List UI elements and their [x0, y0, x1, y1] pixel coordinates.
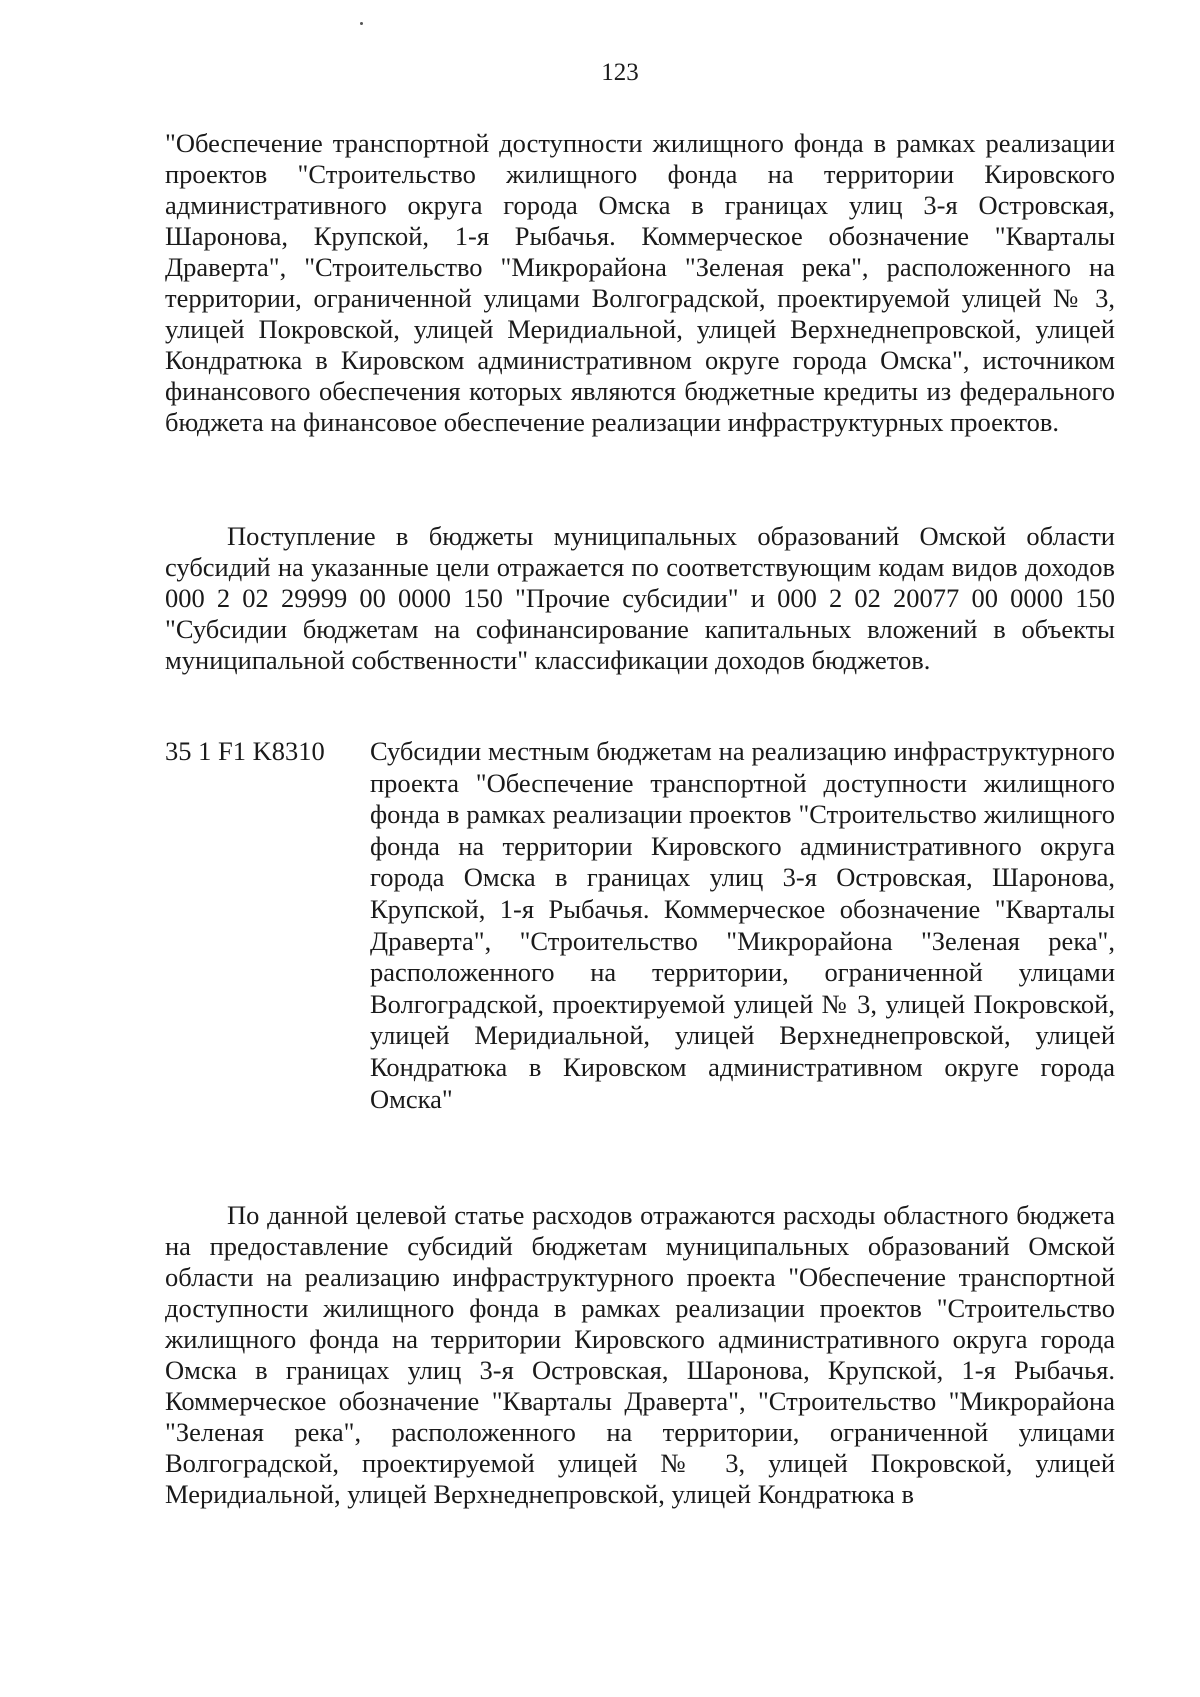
paragraph-expenses: По данной целевой статье расходов отражаются расходы областного бюджета на предоставление субсидий бюджетам муниципальных образований Омской области на реализацию инфраструктурного проекта "Обеспечение транспортной доступности жилищного фонда в рамках реализации проектов "Строительство жилищного фонда на территории Кировского административного округа города Омска в границах улиц 3-я Островская, Шаронова, Крупской, 1-я Рыбачья. Коммерческое обозначение "Кварталы Драверта", "Строительство "Микрорайона "Зеленая река", расположенного на территории, ограниченной улицами Волгоградской, проектируемой улицей № 3, улицей Покровской, улицей Меридиальной, улицей Верхнеднепровской, улицей Кондратюка в [165, 1200, 1115, 1509]
paragraph-continuation: "Обеспечение транспортной доступности жилищного фонда в рамках реализации проектов "Строительство жилищного фонда на территории Кировского административного округа города Омска в границах улиц 3-я Островская, Шаронова, Крупской, 1-я Рыбачья. Коммерческое обозначение "Кварталы Драверта", "Строительство "Микрорайона "Зеленая река", расположенного на территории, ограниченной улицами Волгоградской, проектируемой улицей № 3, улицей Покровской, улицей Меридиальной, улицей Верхнеднепровской, улицей Кондратюка в Кировском административном округе города Омска", источником финансового обеспечения которых являются бюджетные кредиты из федерального бюджета на финансовое обеспечение реализации инфраструктурных проектов. [165, 128, 1115, 437]
page-number: 123 [601, 59, 639, 86]
target-article-description: Субсидии местным бюджетам на реализацию инфраструктурного проекта "Обеспечение транспортной доступности жилищного фонда в рамках реализации проектов "Строительство жилищного фонда на территории Кировского административного округа города Омска в границах улиц 3-я Островская, Шаронова, Крупской, 1-я Рыбачья. Коммерческое обозначение "Кварталы Драверта", "Строительство "Микрорайона "Зеленая река", расположенного на территории, ограниченной улицами Волгоградской, проектируемой улицей № 3, улицей Покровской, улицей Меридиальной, улицей Верхнеднепровской, улицей Кондратюка в Кировском административном округе города Омска" [370, 736, 1115, 1114]
paragraph-receipts: Поступление в бюджеты муниципальных образований Омской области субсидий на указанные цели отражается по соответствующим кодам видов доходов 000 2 02 29999 00 0000 150 "Прочие субсидии" и 000 2 02 20077 00 0000 150 "Субсидии бюджетам на софинансирование капитальных вложений в объекты муниципальной собственности" классификации доходов бюджетов. [165, 521, 1115, 675]
target-article-entry [165, 736, 1115, 1166]
scan-speck [360, 22, 363, 25]
target-article-code: 35 1 F1 K8310 [165, 736, 325, 766]
